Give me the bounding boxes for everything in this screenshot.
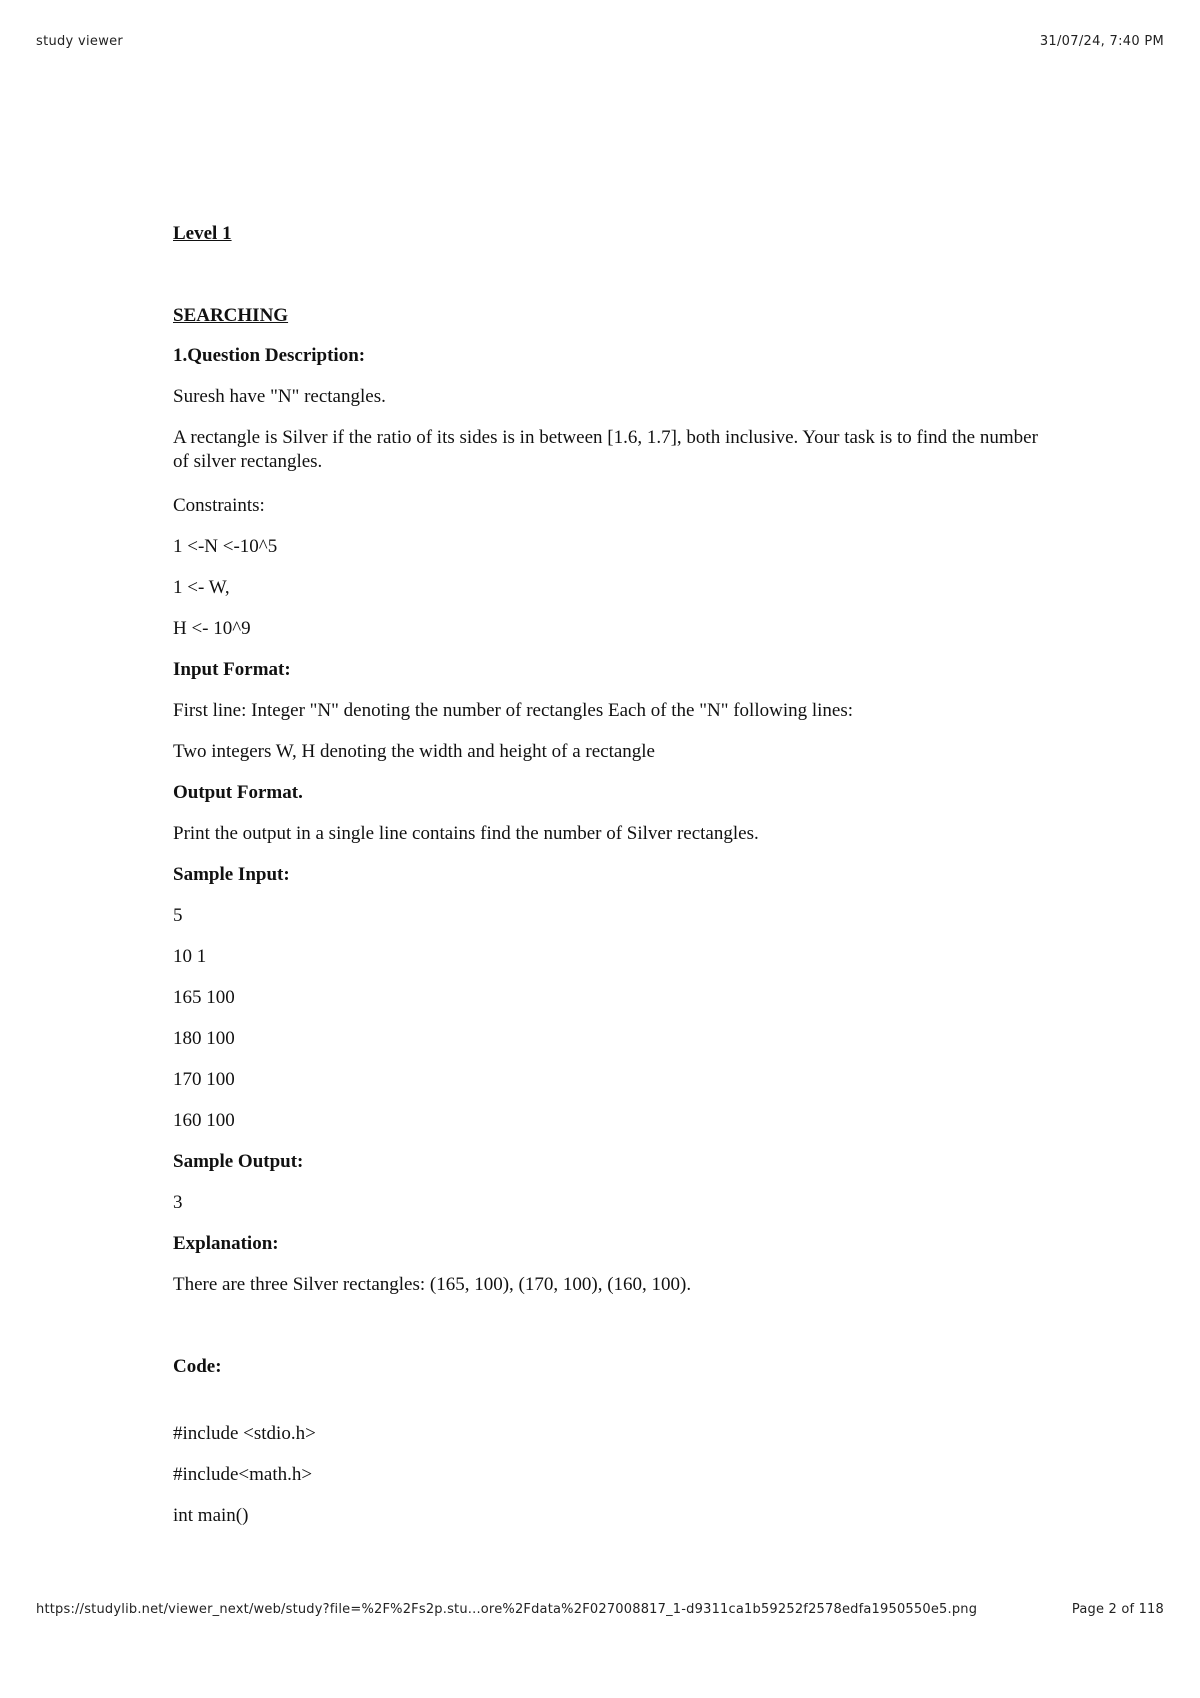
constraint-line: 1 <-N <-10^5 xyxy=(173,536,278,557)
explanation-heading: Explanation: xyxy=(173,1233,279,1254)
output-format-heading: Output Format. xyxy=(173,782,303,803)
code-line: #include<math.h> xyxy=(173,1464,313,1485)
output-format-text: Print the output in a single line contains find the number of Silver rectangles. xyxy=(173,823,759,844)
input-format-line: First line: Integer "N" denoting the number of rectangles Each of the "N" following lines: xyxy=(173,700,854,721)
input-format-heading: Input Format: xyxy=(173,659,291,680)
constraint-line: H <- 10^9 xyxy=(173,618,251,639)
level-heading: Level 1 xyxy=(173,223,232,244)
question-heading: 1.Question Description: xyxy=(173,345,366,366)
code-heading: Code: xyxy=(173,1356,222,1377)
sample-input-line: 10 1 xyxy=(173,946,207,967)
code-line: int main() xyxy=(173,1505,249,1526)
section-heading: SEARCHING xyxy=(173,305,289,326)
print-datetime: 31/07/24, 7:40 PM xyxy=(1039,34,1164,49)
constraint-line: 1 <- W, xyxy=(173,577,230,598)
print-header xyxy=(36,34,1164,54)
source-url: https://studylib.net/viewer_next/web/study?file=%2F%2Fs2p.stu...ore%2Fdata%2F027008817_1-d9311ca1b59252f2578edfa1950550e5.png xyxy=(36,1602,978,1617)
sample-output-heading: Sample Output: xyxy=(173,1151,304,1172)
problem-text: A rectangle is Silver if the ratio of its sides is in between [1.6, 1.7], both inclusive. Your task is to find the number of silver rectangles. xyxy=(173,427,1038,472)
viewer-title: study viewer xyxy=(36,34,124,49)
code-line: #include <stdio.h> xyxy=(173,1423,316,1444)
sample-input-line: 165 100 xyxy=(173,987,235,1008)
sample-input-line: 180 100 xyxy=(173,1028,235,1049)
sample-input-heading: Sample Input: xyxy=(173,864,290,885)
sample-input-line: 5 xyxy=(173,905,183,926)
print-footer xyxy=(36,1602,1164,1622)
page-indicator: Page 2 of 118 xyxy=(1071,1602,1164,1617)
input-format-line: Two integers W, H denoting the width and height of a rectangle xyxy=(173,741,655,762)
sample-input-line: 170 100 xyxy=(173,1069,235,1090)
intro-text: Suresh have "N" rectangles. xyxy=(173,386,386,407)
constraints-label: Constraints: xyxy=(173,495,265,516)
explanation-text: There are three Silver rectangles: (165, 100), (170, 100), (160, 100). xyxy=(173,1274,692,1295)
sample-input-line: 160 100 xyxy=(173,1110,235,1131)
sample-output-value: 3 xyxy=(173,1192,183,1213)
